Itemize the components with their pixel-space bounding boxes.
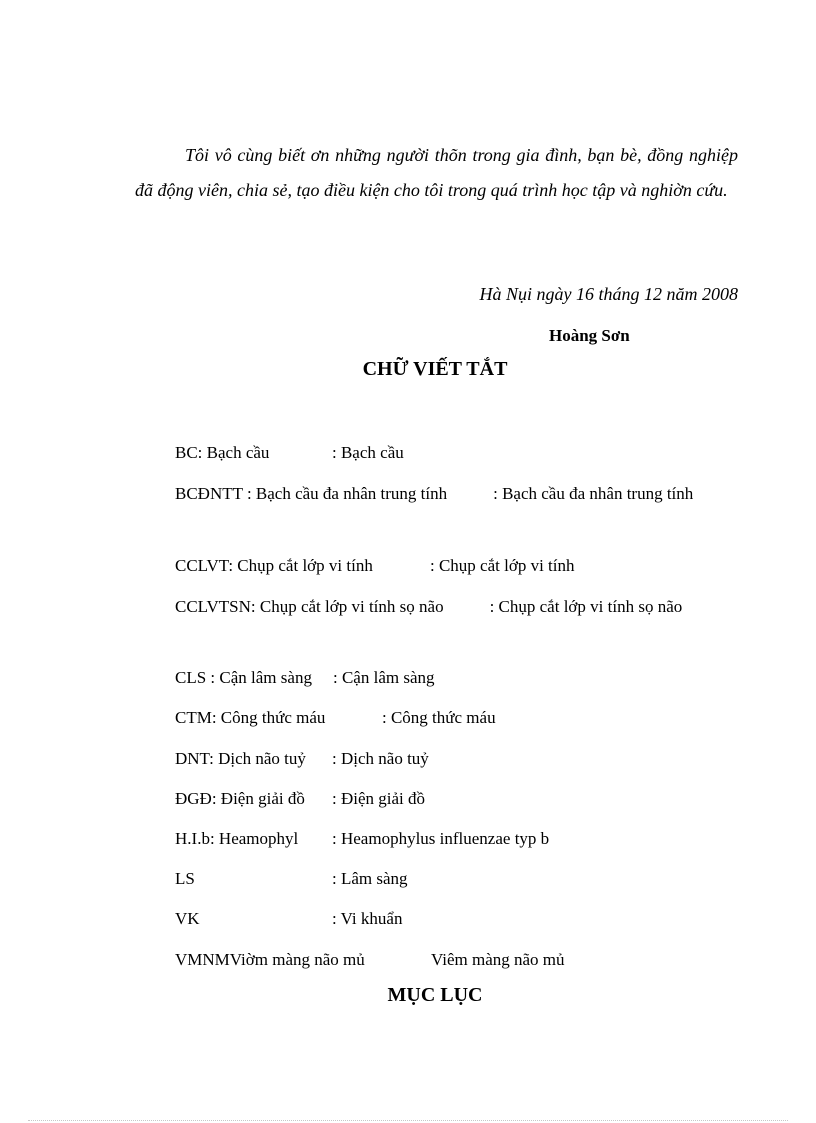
- abbreviation-definition: : Lâm sàng: [332, 869, 408, 888]
- abbreviation-row: [175, 829, 550, 849]
- toc-title: MỤC LỤC: [387, 984, 483, 1006]
- abbreviation-term: BC: Bạch cầu: [175, 443, 270, 462]
- abbreviation-row: [175, 909, 403, 929]
- abbreviations-title: CHỮ VIẾT TẮT: [362, 358, 508, 380]
- abbreviation-term: CLS : Cận lâm sàng: [175, 668, 312, 687]
- abbreviation-row: [175, 556, 575, 576]
- page-edge-divider: [28, 1120, 788, 1121]
- abbreviation-term: VK: [175, 909, 200, 928]
- abbreviation-term: CCLVT: Chụp cắt lớp vi tính: [175, 556, 373, 575]
- abbreviation-term: VMNMViờm màng não mủ: [175, 950, 365, 969]
- abbreviation-definition: : Vi khuẩn: [332, 909, 403, 928]
- abbreviation-term: CCLVTSN: Chụp cắt lớp vi tính sọ não: [175, 597, 444, 616]
- acknowledgement-text: Tôi vô cùng biết ơn những người thõn trong gia đình, bạn bè, đồng nghiệp đã động viên, chia sẻ, tạo điều kiện cho tôi trong quá trình học tập và nghiờn cứu.: [135, 145, 738, 200]
- abbreviation-definition: : Bạch cầu: [332, 443, 404, 462]
- signer-name: Hoàng Sơn: [549, 326, 630, 345]
- abbreviation-definition: Viêm màng não mủ: [431, 950, 565, 969]
- abbreviation-definition: : Dịch não tuỷ: [332, 749, 429, 768]
- abbreviation-row: [135, 478, 738, 510]
- abbreviation-term: BCĐNTT : Bạch cầu đa nhân trung tính: [175, 484, 448, 503]
- abbreviation-row: [175, 668, 435, 688]
- abbreviation-row: [175, 950, 565, 970]
- abbreviation-definition: : Chụp cắt lớp vi tính sọ não: [489, 597, 683, 616]
- abbreviation-term: DNT: Dịch não tuỷ: [175, 749, 306, 768]
- abbreviation-row: [175, 789, 426, 809]
- abbreviation-row: [175, 749, 429, 769]
- abbreviation-definition: : Điện giải đồ: [332, 789, 426, 808]
- abbreviation-row: [175, 869, 408, 889]
- abbreviation-definition: : Heamophylus influenzae typ b: [332, 829, 550, 848]
- abbreviation-definition: : Bạch cầu đa nhân trung tính: [493, 484, 694, 503]
- abbreviation-term: CTM: Công thức máu: [175, 708, 326, 727]
- abbreviation-term: ĐGĐ: Điện giải đồ: [175, 789, 305, 808]
- abbreviation-row: [135, 591, 738, 623]
- abbreviation-row: [175, 443, 404, 463]
- abbreviation-row: [175, 708, 496, 728]
- abbreviation-term: H.I.b: Heamophyl: [175, 829, 299, 848]
- date-line: Hà Nụi ngày 16 tháng 12 năm 2008: [479, 284, 738, 304]
- acknowledgement-paragraph: [135, 138, 738, 208]
- abbreviation-definition: : Chụp cắt lớp vi tính: [430, 556, 575, 575]
- abbreviation-term: LS: [175, 869, 195, 888]
- abbreviation-definition: : Cận lâm sàng: [333, 668, 435, 687]
- abbreviation-definition: : Công thức máu: [382, 708, 496, 727]
